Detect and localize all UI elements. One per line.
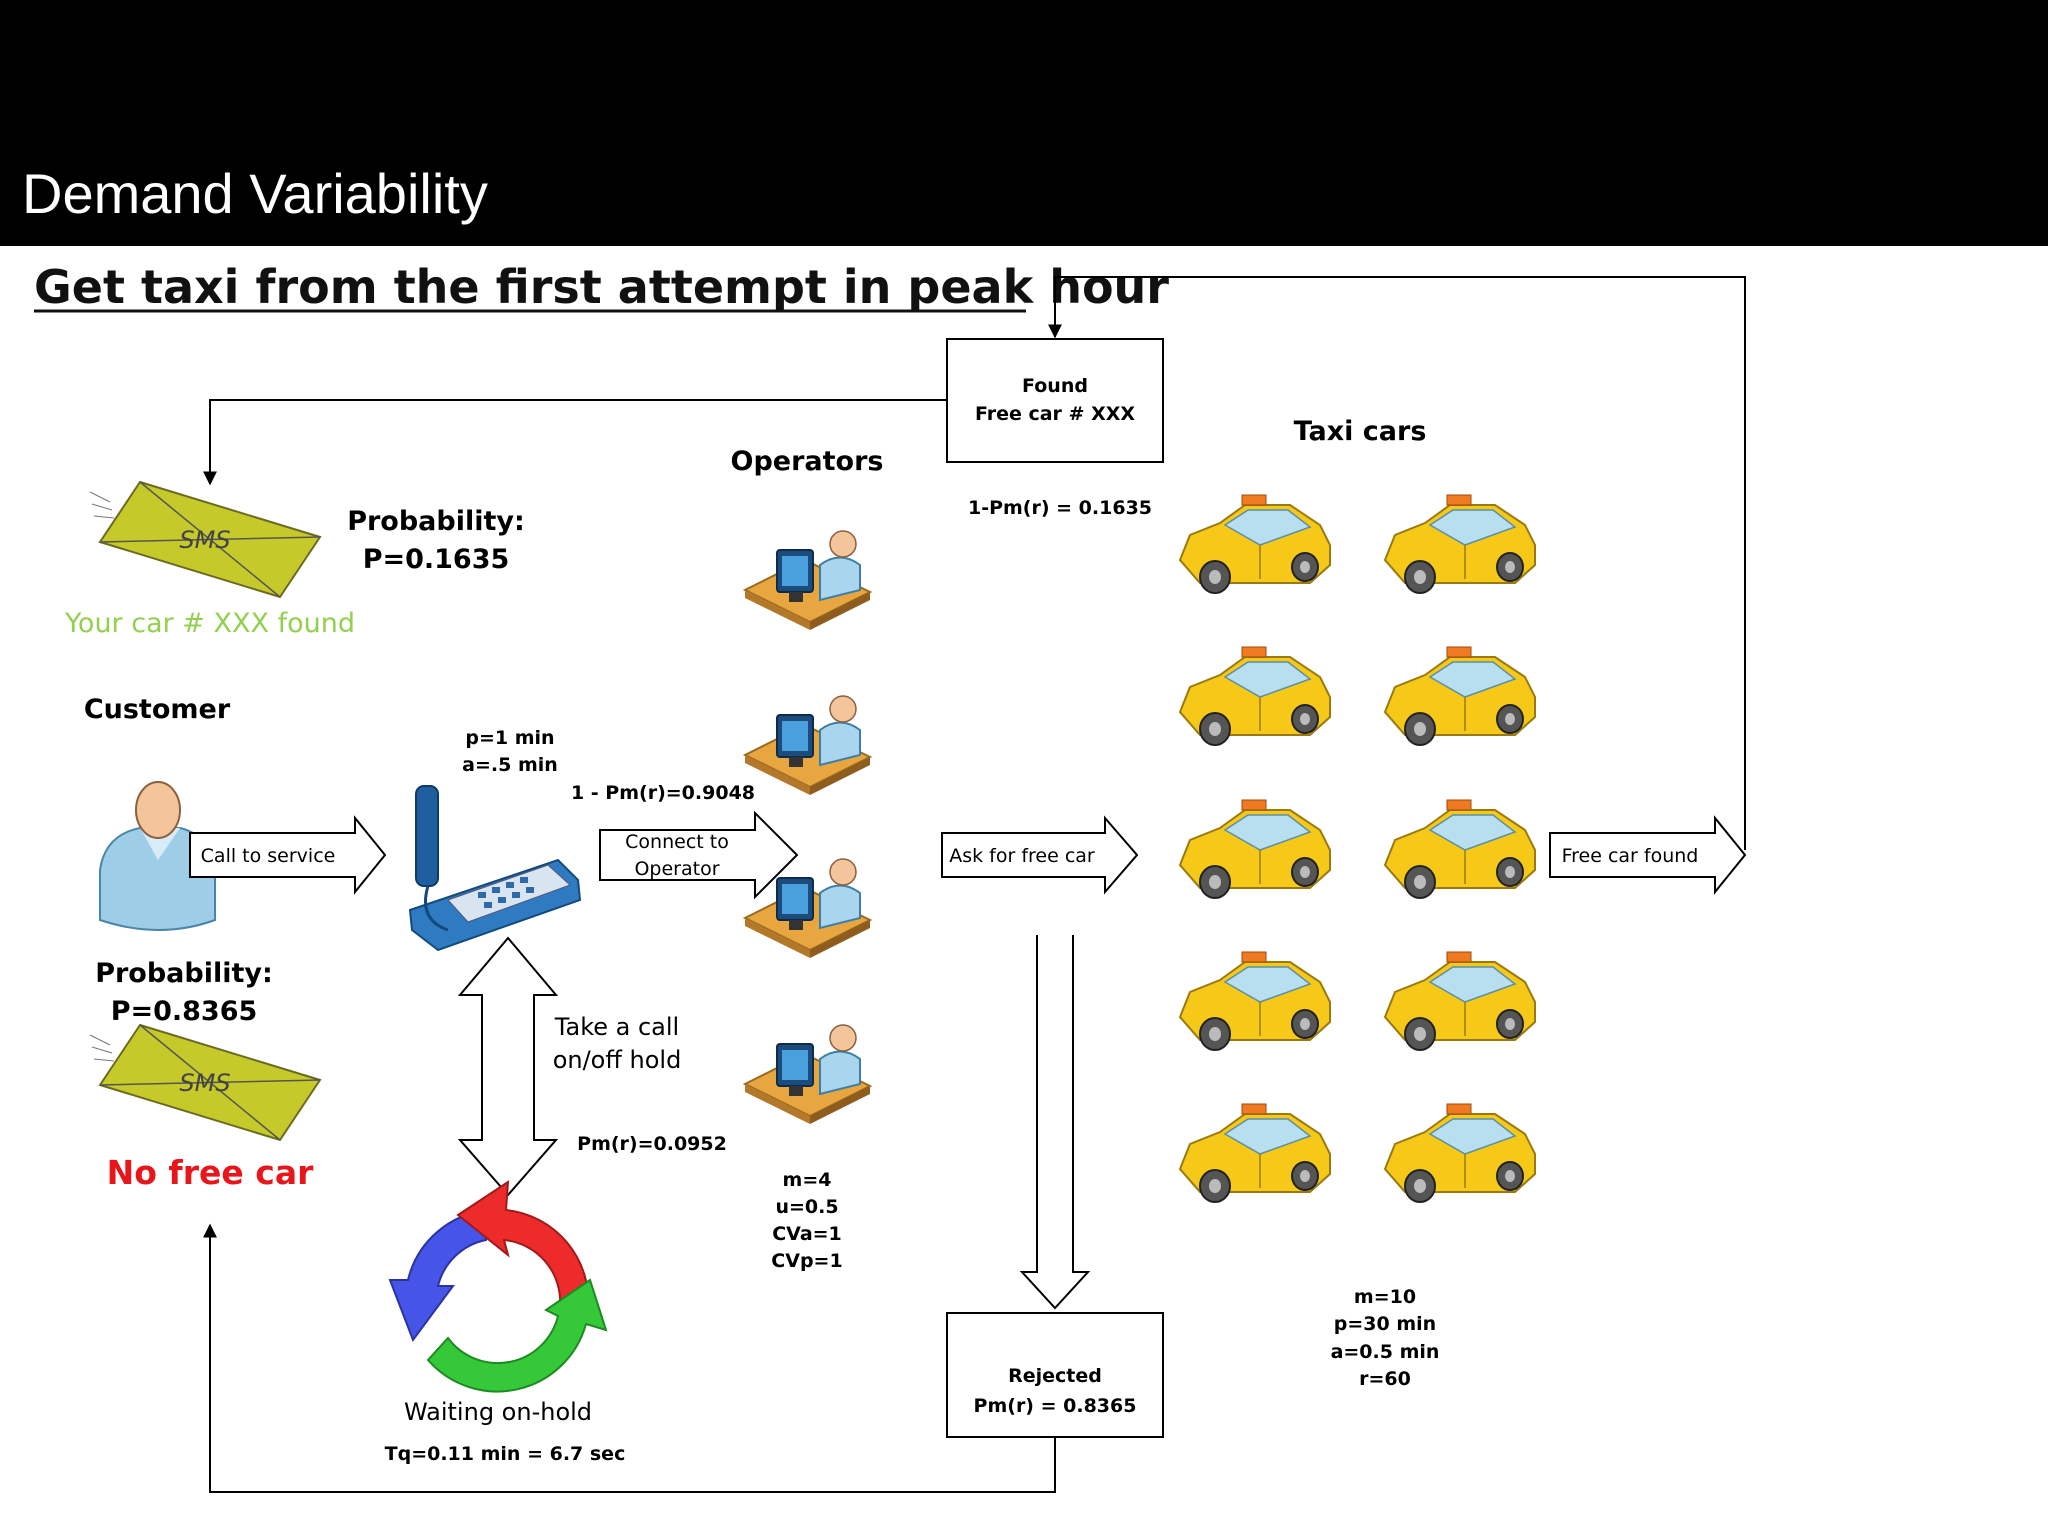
taxi-car-icon <box>1180 952 1330 1050</box>
found-box-line2: Free car # XXX <box>974 403 1136 425</box>
phone-params-line2: a=.5 min <box>462 754 558 776</box>
free-car-found-label: Free car found <box>1561 845 1699 867</box>
waiting-label: Waiting on-hold <box>403 1398 593 1426</box>
taxi-car-icon <box>1385 952 1535 1050</box>
hold-label-line2: on/off hold <box>552 1046 682 1074</box>
taxi-params <box>1331 1286 1440 1390</box>
operator-param: m=4 <box>782 1169 832 1191</box>
hold-double-arrow <box>460 938 556 1195</box>
taxi-param: r=60 <box>1359 1368 1411 1390</box>
free-car-found-arrow <box>1550 818 1745 892</box>
taxi-param: a=0.5 min <box>1330 1341 1440 1363</box>
top-probability-value: P=0.1635 <box>362 544 510 575</box>
hold-label-line1: Take a call <box>554 1013 680 1041</box>
rejected-box-line2: Pm(r) = 0.8365 <box>973 1395 1137 1417</box>
slide-title: Demand Variability <box>22 162 488 225</box>
taxi-car-icon <box>1180 800 1330 898</box>
taxi-car-icon <box>1385 495 1535 593</box>
no-free-car-label: No free car <box>106 1153 314 1192</box>
taxi-param: m=10 <box>1353 1286 1417 1308</box>
connect-operator-line1: Connect to <box>625 831 729 853</box>
desk-phone-icon <box>410 786 580 950</box>
rejected-down-arrow <box>1022 935 1088 1308</box>
sms-envelope-text: SMS <box>179 1069 231 1097</box>
taxi-car-icon <box>1180 1104 1330 1202</box>
connect-probability: 1 - Pm(r)=0.9048 <box>570 782 756 804</box>
connect-operator-arrow <box>600 813 797 897</box>
taxi-cars-label: Taxi cars <box>1293 416 1427 447</box>
tq-value: Tq=0.11 min = 6.7 sec <box>384 1443 626 1465</box>
rejected-box-line1: Rejected <box>1008 1365 1102 1387</box>
operator-param: CVa=1 <box>772 1223 842 1245</box>
sms-envelope-text: SMS <box>179 526 231 554</box>
phone-params-line1: p=1 min <box>465 727 555 749</box>
hold-probability: Pm(r)=0.0952 <box>577 1133 727 1155</box>
cycle-arrows-icon <box>390 1182 606 1392</box>
operator-param: u=0.5 <box>775 1196 839 1218</box>
operators-label: Operators <box>730 446 884 477</box>
customer-label: Customer <box>83 694 231 725</box>
found-probability: 1-Pm(r) = 0.1635 <box>967 497 1153 519</box>
sms-envelope-icon <box>90 1025 320 1140</box>
car-found-message: Your car # XXX found <box>65 608 355 639</box>
operator-params <box>771 1169 842 1272</box>
found-box <box>947 339 1163 462</box>
operator-workstation-icon <box>745 1025 870 1124</box>
operator-workstation-icon <box>745 531 870 630</box>
call-to-service-arrow <box>190 818 385 892</box>
top-probability-label: Probability: <box>347 506 525 537</box>
bottom-probability-label: Probability: <box>95 958 273 989</box>
taxi-car-icon <box>1180 495 1330 593</box>
operator-workstation-icon <box>745 696 870 795</box>
ask-free-car-arrow <box>942 818 1137 892</box>
sms-envelope-icon <box>90 482 320 597</box>
ask-free-car-label: Ask for free car <box>949 845 1095 867</box>
connect-operator-line2: Operator <box>634 858 720 880</box>
taxi-car-icon <box>1385 1104 1535 1202</box>
loop-rejected-to-no-car <box>210 1225 1055 1492</box>
call-to-service-label: Call to service <box>200 845 336 867</box>
bottom-probability-value: P=0.8365 <box>110 996 258 1027</box>
taxi-car-icon <box>1385 647 1535 745</box>
found-box-line1: Found <box>1022 375 1088 397</box>
taxi-param: p=30 min <box>1333 1313 1437 1335</box>
operator-param: CVp=1 <box>771 1250 843 1272</box>
taxi-car-icon <box>1385 800 1535 898</box>
taxi-car-icon <box>1180 647 1330 745</box>
diagram-heading: Get taxi from the first attempt in peak hour <box>34 260 1169 314</box>
